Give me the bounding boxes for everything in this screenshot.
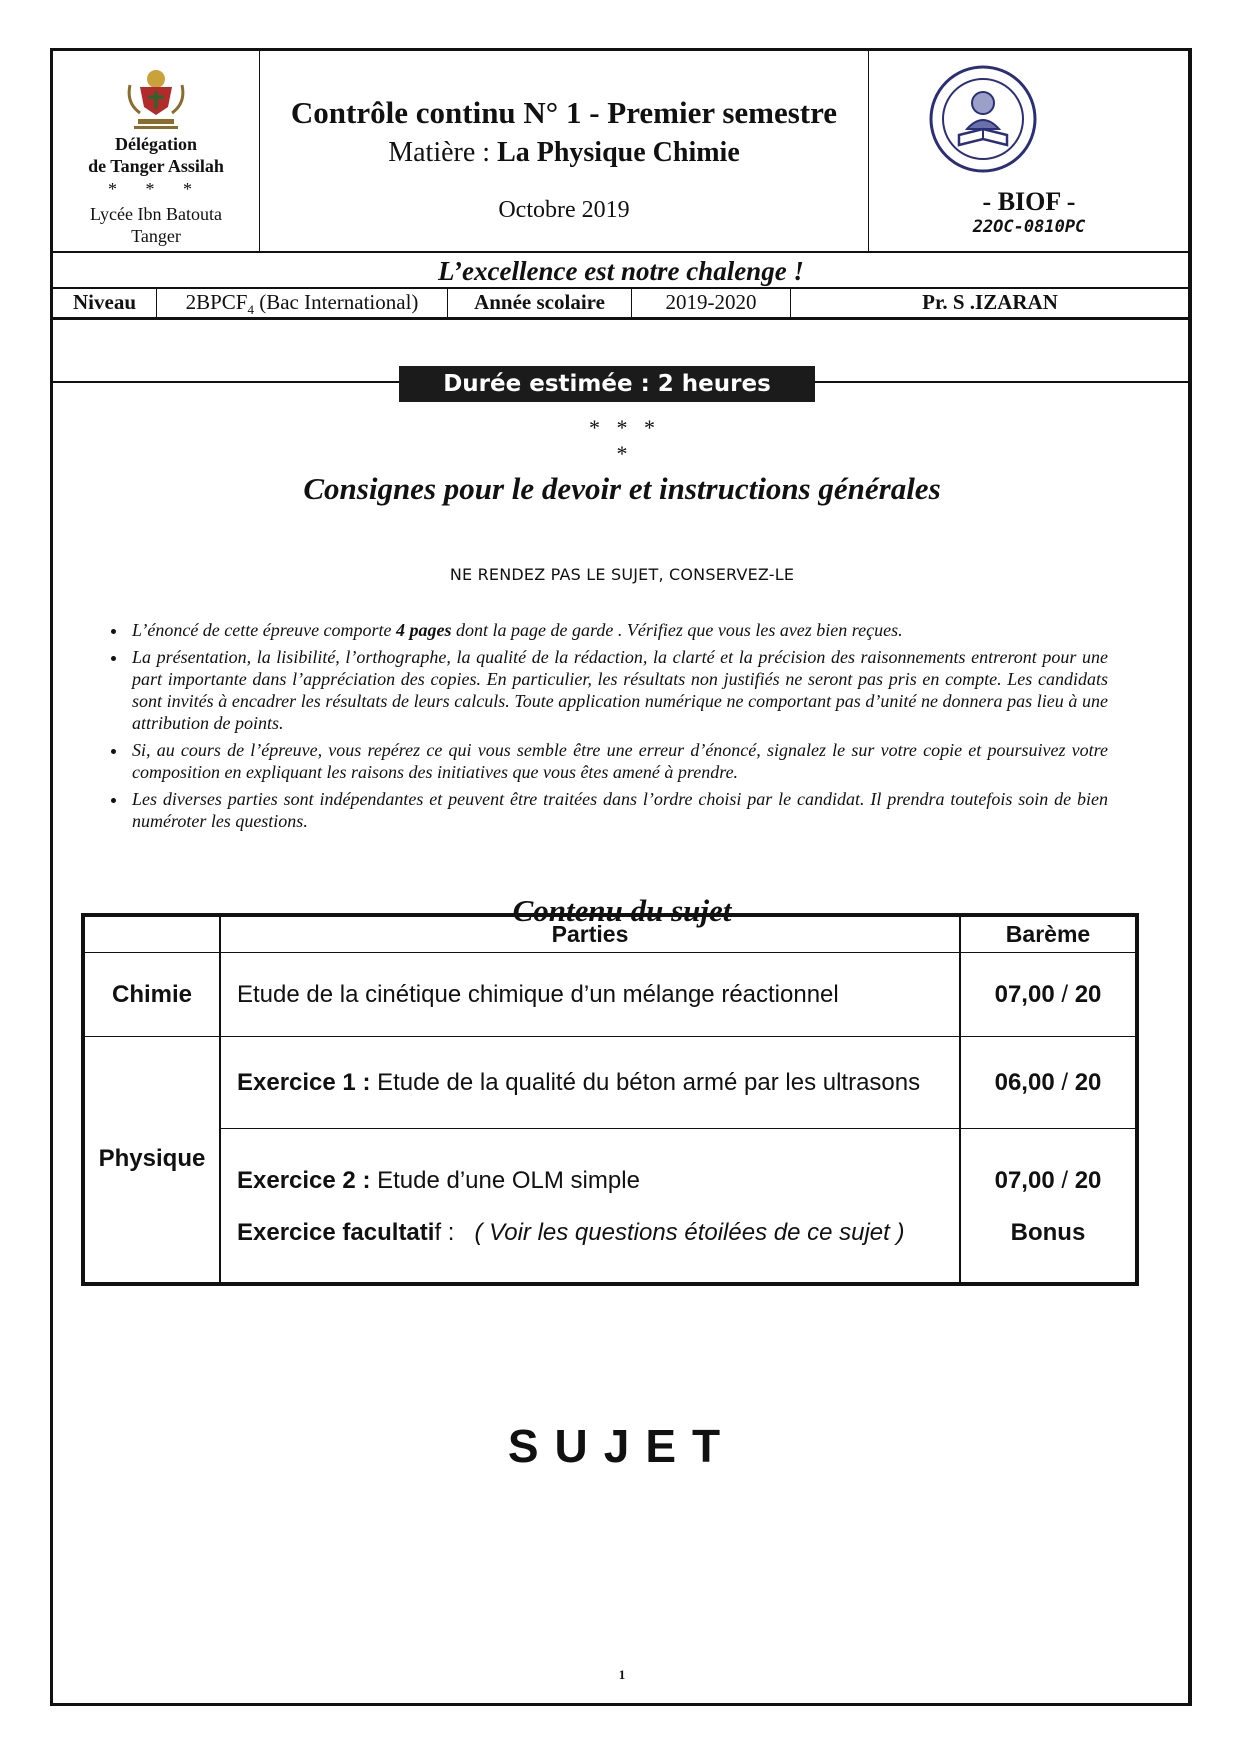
subject-heading: SUJET	[507, 1420, 737, 1472]
empty-header-cell	[83, 915, 220, 953]
keep-subject-notice: NE RENDEZ PAS LE SUJET, CONSERVEZ-LE	[449, 565, 795, 584]
instructions-list	[93, 619, 1108, 837]
exam-code: 22OC-0810PC	[972, 217, 1086, 237]
physique-label: Physique	[83, 1037, 220, 1284]
bonus-label: Bonus	[1010, 1219, 1086, 1246]
separator-stars: * * *	[108, 179, 204, 199]
niveau-label: Niveau	[53, 288, 157, 317]
document-header	[53, 51, 1189, 253]
list-item: • L’énoncé de cette épreuve comporte 4 pages dont la page de garde . Vérifiez que vous les avez bien reçues.	[128, 619, 1108, 641]
chimie-part: Etude de la cinétique chimique d’un mélange réactionnel	[220, 953, 960, 1037]
chimie-score: 07,00 / 20	[960, 953, 1137, 1037]
school-name: Lycée Ibn Batouta Tanger	[90, 204, 222, 246]
annee-label: Année scolaire	[448, 288, 632, 317]
delegation-name: Délégation de Tanger Assilah	[88, 134, 224, 176]
table-row	[83, 1037, 1137, 1129]
exercise-2-part: Exercice 2 : Etude d’une OLM simple Exercice facultatif : ( Voir les questions étoilées de ce sujet )	[220, 1129, 960, 1284]
header-bareme: Barème	[960, 915, 1137, 953]
niveau-value: $2BPCF_4$ (Bac International)	[157, 288, 448, 317]
biof-label: - BIOF -	[982, 187, 1076, 216]
list-item: • Si, au cours de l’épreuve, vous repérez ce qui vous semble être une erreur d’énoncé, signalez le sur votre copie et poursuivez votre composition en expliquant les raisons des initiatives que vous êtes amené à prendre.	[128, 739, 1108, 783]
teacher-name: Pr. S .IZARAN	[922, 290, 1058, 314]
instructions-title: Consignes pour le devoir et instructions générales	[303, 471, 941, 506]
motto: L’excellence est notre chalenge !	[53, 253, 1189, 289]
moroccan-emblem-icon	[118, 57, 194, 133]
decorative-stars: * * * *	[589, 415, 655, 466]
table-row	[83, 1129, 1137, 1284]
school-logo-icon	[927, 63, 1039, 175]
info-row	[53, 288, 1189, 320]
header-parties: Parties	[220, 915, 960, 953]
duration-badge: Durée estimée : 2 heures	[399, 366, 815, 402]
list-item: • Les diverses parties sont indépendantes et peuvent être traitées dans l’ordre choisi par le candidat. Il prendra toutefois soin de bien numéroter les questions.	[128, 788, 1108, 832]
content-table-wrapper	[81, 913, 1139, 1286]
annee-value: 2019-2020	[632, 288, 791, 317]
page-number: 1	[618, 1667, 626, 1682]
delegation-cell	[53, 51, 260, 251]
school-logo-cell	[869, 51, 1189, 251]
list-item: • La présentation, la lisibilité, l’orthographe, la qualité de la rédaction, la clarté et la précision des raisonnements entreront pour une part importante dans l’appréciation des copies. En particulier, les résultats non justifiés ne seront pas pris en compte. Les candidats sont invités à encadrer les résultats de leurs calculs. Toute application numérique ne comportant pas d’unité ne donnera pas lieu à une attribution de points.	[128, 646, 1108, 734]
content-title: Contenu du sujet	[512, 893, 732, 928]
table-row	[83, 953, 1137, 1037]
page-frame	[50, 48, 1192, 1706]
exam-date: Octobre 2019	[498, 197, 630, 223]
exercise-1-score: 06,00 / 20	[960, 1037, 1137, 1129]
content-table	[81, 913, 1139, 1286]
table-header-row	[83, 915, 1137, 953]
exam-title: Contrôle continu N° 1 - Premier semestre	[290, 95, 838, 130]
exercise-1-part: Exercice 1 : Etude de la qualité du béton armé par les ultrasons	[220, 1037, 960, 1129]
exercise-2-score: 07,00 / 20 Bonus	[960, 1129, 1137, 1284]
exam-title-cell	[260, 51, 869, 251]
subject-line: Matière : La Physique Chimie	[388, 137, 740, 168]
chimie-label: Chimie	[83, 953, 220, 1037]
